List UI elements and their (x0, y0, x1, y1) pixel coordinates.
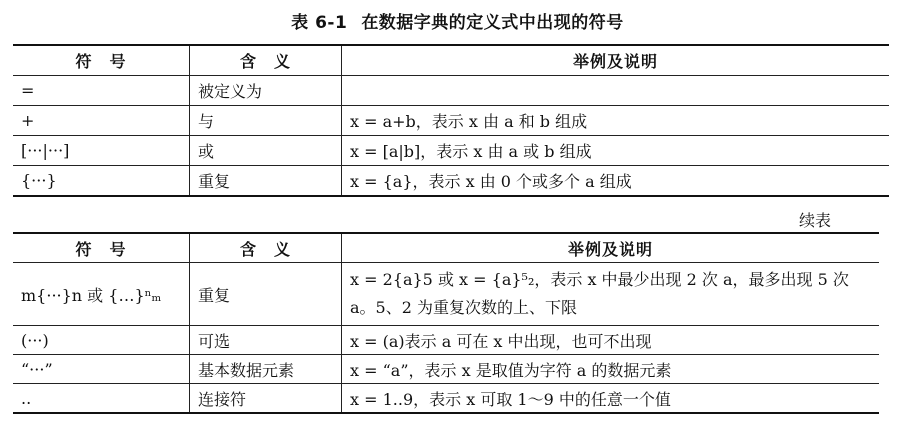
symbol-cell: m{···}n 或 {…}ⁿₘ (13, 263, 190, 326)
meaning-cell: 被定义为 (190, 76, 342, 106)
table-row (13, 166, 889, 197)
example-cell: x = {a}，表示 x 由 0 个或多个 a 组成 (342, 166, 890, 197)
meaning-cell: 或 (190, 136, 342, 166)
table-row (13, 76, 889, 106)
example-cell: x = a+b，表示 x 由 a 和 b 组成 (342, 106, 890, 136)
symbol-cell: .. (13, 384, 190, 414)
table-row (13, 136, 889, 166)
header-meaning: 含 义 (190, 233, 342, 263)
table-number: 表 6-1 (291, 13, 348, 33)
symbol-cell: [···|···] (13, 136, 190, 166)
example-cell: x = (a)表示 a 可在 x 中出现，也可不出现 (342, 326, 880, 355)
table-row (13, 263, 879, 326)
header-symbol: 符 号 (13, 233, 190, 263)
table-row (13, 355, 879, 384)
table-row (13, 326, 879, 355)
header-symbol: 符 号 (13, 45, 190, 76)
meaning-cell: 重复 (190, 263, 342, 326)
table-row (13, 384, 879, 414)
header-meaning: 含 义 (190, 45, 342, 76)
symbols-table-part-1 (13, 44, 889, 197)
header-example: 举例及说明 (342, 233, 880, 263)
example-cell: x = [a|b]，表示 x 由 a 或 b 组成 (342, 136, 890, 166)
header-row (13, 45, 889, 76)
symbol-cell: “···” (13, 355, 190, 384)
table-row (13, 106, 889, 136)
symbol-cell: = (13, 76, 190, 106)
table-title: 在数据字典的定义式中出现的符号 (361, 13, 624, 33)
table-caption (0, 8, 915, 33)
example-cell (342, 76, 890, 106)
meaning-cell: 与 (190, 106, 342, 136)
continued-label: 续表 (798, 211, 831, 230)
symbol-cell: (···) (13, 326, 190, 355)
symbols-table-part-2 (13, 232, 879, 414)
meaning-cell: 连接符 (190, 384, 342, 414)
example-cell: x = 1..9，表示 x 可取 1～9 中的任意一个值 (342, 384, 880, 414)
example-cell: x = 2{a}5 或 x = {a}⁵₂，表示 x 中最少出现 2 次 a，最多出现 5 次 a。5、2 为重复次数的上、下限 (342, 263, 880, 326)
header-example: 举例及说明 (342, 45, 890, 76)
header-row (13, 233, 879, 263)
example-cell: x = “a”，表示 x 是取值为字符 a 的数据元素 (342, 355, 880, 384)
meaning-cell: 可选 (190, 326, 342, 355)
meaning-cell: 重复 (190, 166, 342, 197)
meaning-cell: 基本数据元素 (190, 355, 342, 384)
symbol-cell: {···} (13, 166, 190, 197)
symbol-cell: + (13, 106, 190, 136)
